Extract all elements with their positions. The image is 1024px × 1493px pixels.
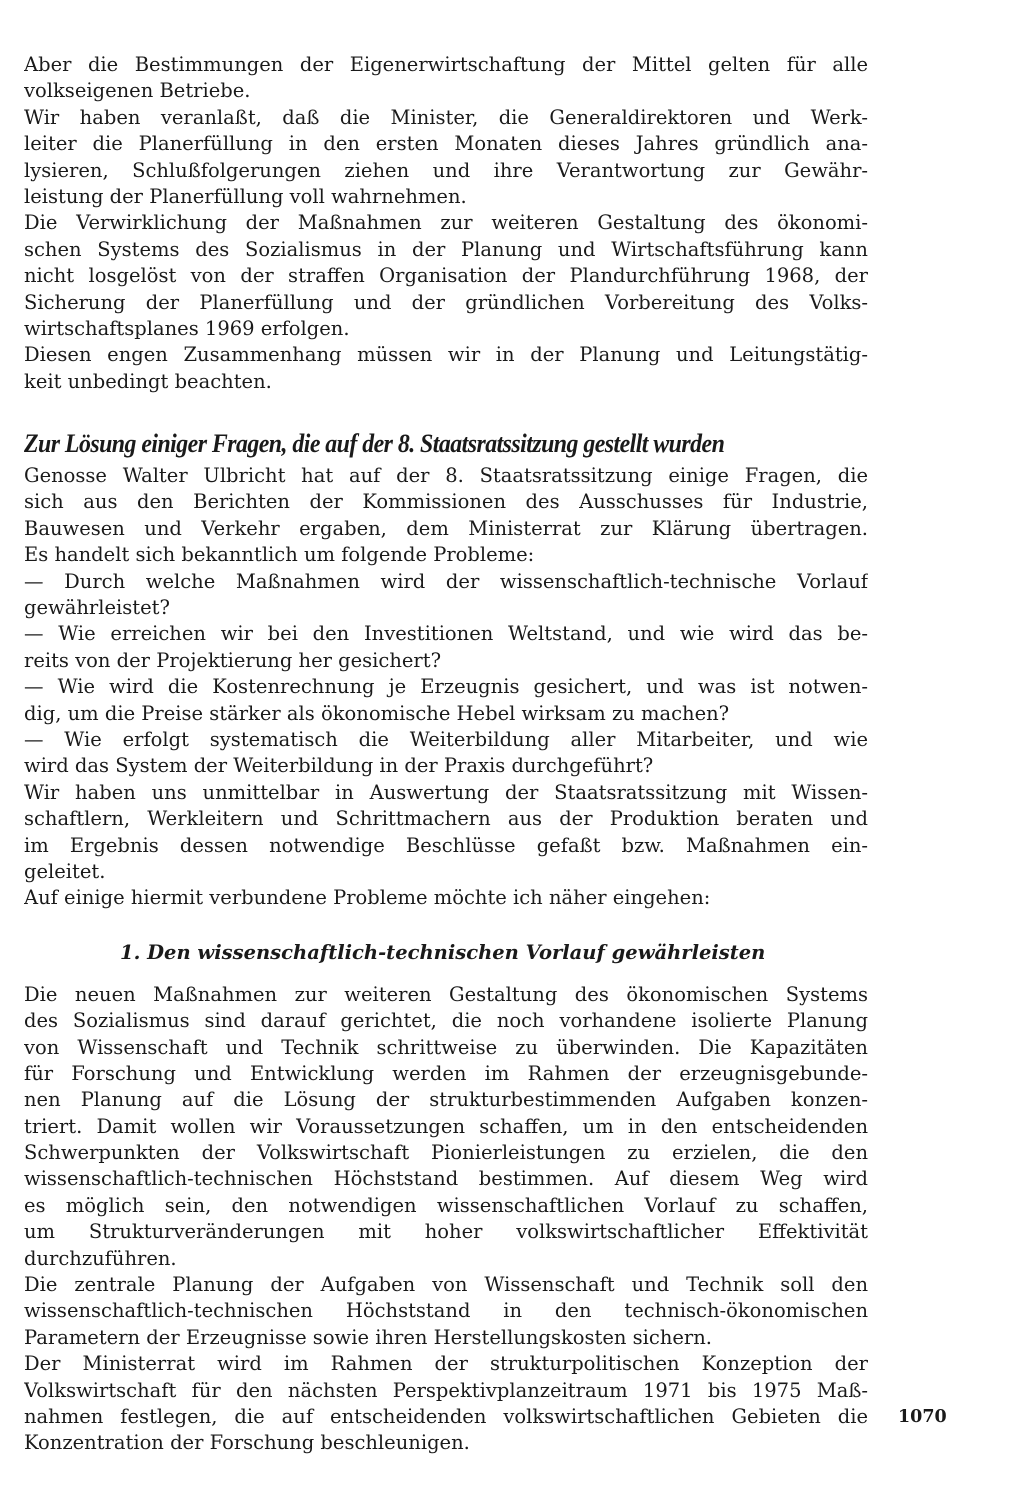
text-line: Aber die Bestimmungen der Eigenerwirtschaftung der Mittel gelten für alle: [24, 53, 868, 76]
text-line: des Sozialismus sind darauf gerichtet, die noch vorhandene isolierte Planung: [24, 1009, 868, 1033]
list-item: — Wie erfolgt systematisch die Weiterbildung aller Mitarbeiter, und wie: [24, 727, 868, 751]
text-line: im Ergebnis dessen notwendige Beschlüsse gefaßt bzw. Maßnahmen ein-: [24, 833, 868, 857]
text-line: durchzuführen.: [24, 1246, 177, 1270]
text-line: leiter die Planerfüllung in den ersten Monaten dieses Jahres gründlich ana-: [24, 132, 868, 156]
text-line: nicht losgelöst von der straffen Organisation der Plandurchführung 1968, der: [24, 264, 868, 288]
text-line: Die neuen Maßnahmen zur weiteren Gestaltung des ökonomischen Systems: [24, 982, 868, 1006]
page-number: 1070: [898, 1407, 947, 1427]
text-line: reits von der Projektierung her gesichert?: [24, 648, 442, 672]
text-line: Parametern der Erzeugnisse sowie ihren Herstellungskosten sichern.: [24, 1325, 713, 1349]
list-item: — Wie wird die Kostenrechnung je Erzeugnis gesichert, und was ist notwen-: [24, 675, 868, 699]
section-heading: Zur Lösung einiger Fragen, die auf der 8. Staatsratssitzung gestellt wurden: [24, 428, 725, 459]
list-item: — Durch welche Maßnahmen wird der wissenschaftlich-technische Vorlauf: [24, 569, 868, 593]
text-line: Der Ministerrat wird im Rahmen der strukturpolitischen Konzeption der: [24, 1352, 868, 1376]
text-line: schen Systems des Sozialismus in der Planung und Wirtschaftsführung kann: [24, 237, 868, 261]
text-line: Wir haben uns unmittelbar in Auswertung der Staatsratssitzung mit Wissen-: [24, 780, 868, 804]
text-line: von Wissenschaft und Technik schrittweise zu überwinden. Die Kapazitäten: [24, 1035, 868, 1059]
paragraph-subsection: [24, 982, 868, 1457]
text-line: wird das System der Weiterbildung in der Praxis durchgeführt?: [24, 754, 654, 778]
text-line: dig, um die Preise stärker als ökonomische Hebel wirksam zu machen?: [24, 701, 730, 725]
list-item: — Wie erreichen wir bei den Investitionen Weltstand, und wie wird das be-: [24, 622, 868, 646]
text-line: sich aus den Berichten der Kommissionen des Ausschusses für Industrie,: [24, 490, 868, 514]
text-line: gewährleistet?: [24, 596, 170, 620]
text-line: Die zentrale Planung der Aufgaben von Wissenschaft und Technik soll den: [24, 1273, 868, 1297]
text-line: wissenschaftlich-technischen Höchststand in den technisch-ökonomischen: [24, 1299, 868, 1323]
text-line: Die Verwirklichung der Maßnahmen zur weiteren Gestaltung des ökonomi-: [24, 211, 868, 235]
text-line: Sicherung der Planerfüllung und der gründlichen Vorbereitung des Volks-: [24, 290, 868, 314]
paragraph-intro: [24, 52, 868, 395]
text-line: Schwerpunkten der Volkswirtschaft Pionierleistungen zu erzielen, die den: [24, 1141, 868, 1165]
text-line: Volkswirtschaft für den nächsten Perspektivplanzeitraum 1971 bis 1975 Maß-: [24, 1378, 868, 1402]
text-line: lysieren, Schlußfolgerungen ziehen und ihre Verantwortung zur Gewähr-: [24, 158, 868, 182]
text-line: Es handelt sich bekanntlich um folgende Probleme:: [24, 543, 535, 567]
text-line: Bauwesen und Verkehr ergaben, dem Ministerrat zur Klärung übertragen.: [24, 516, 868, 540]
text-line: um Strukturveränderungen mit hoher volkswirtschaftlicher Effektivität: [24, 1220, 868, 1244]
text-line: für Forschung und Entwicklung werden im Rahmen der erzeugnisgebunde-: [24, 1061, 868, 1085]
text-line: wirtschaftsplanes 1969 erfolgen.: [24, 316, 350, 340]
document-page: [24, 52, 868, 1457]
text-line: triert. Damit wollen wir Voraussetzungen schaffen, um in den entscheidenden: [24, 1114, 868, 1138]
text-line: geleitet.: [24, 859, 106, 883]
text-line: Konzentration der Forschung beschleunigen.: [24, 1431, 470, 1455]
text-line: es möglich sein, den notwendigen wissenschaftlichen Vorlauf zu schaffen,: [24, 1193, 868, 1217]
text-line: wissenschaftlich-technischen Höchststand bestimmen. Auf diesem Weg wird: [24, 1167, 868, 1191]
text-line: Wir haben veranlaßt, daß die Minister, die Generaldirektoren und Werk-: [24, 105, 868, 129]
sub-heading: 1. Den wissenschaftlich-technischen Vorlauf gewährleisten: [120, 940, 766, 964]
text-line: Genosse Walter Ulbricht hat auf der 8. Staatsratssitzung einige Fragen, die: [24, 464, 868, 488]
text-line: nahmen festlegen, die auf entscheidenden volkswirtschaftlichen Gebieten die: [24, 1404, 868, 1428]
text-line: keit unbedingt beachten.: [24, 369, 272, 393]
text-line: leistung der Planerfüllung voll wahrnehmen.: [24, 184, 467, 208]
paragraph-section: [24, 463, 868, 912]
text-line: Auf einige hiermit verbundene Probleme möchte ich näher eingehen:: [24, 886, 711, 910]
text-line: schaftlern, Werkleitern und Schrittmachern aus der Produktion beraten und: [24, 807, 868, 831]
text-line: volkseigenen Betriebe.: [24, 79, 251, 103]
text-line: nen Planung auf die Lösung der strukturbestimmenden Aufgaben konzen-: [24, 1088, 868, 1112]
text-line: Diesen engen Zusammenhang müssen wir in der Planung und Leitungstätig-: [24, 343, 868, 367]
